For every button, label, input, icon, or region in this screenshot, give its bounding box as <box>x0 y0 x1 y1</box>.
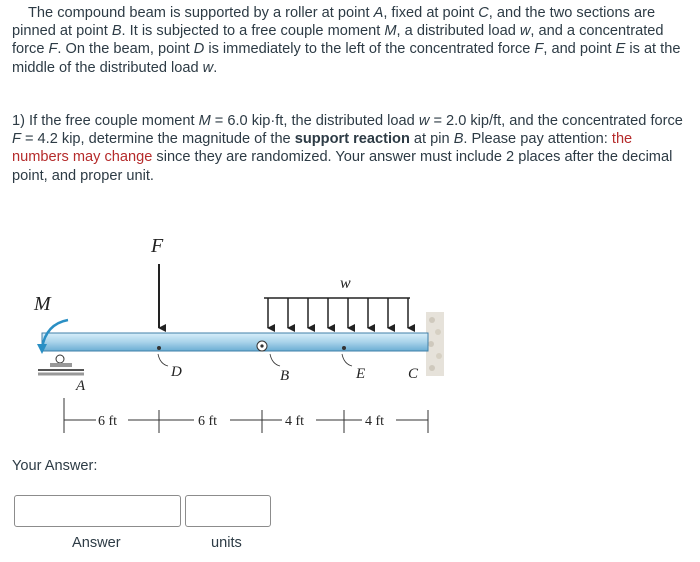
label-M: M <box>34 293 51 315</box>
pin-B <box>257 341 267 351</box>
leader-D <box>158 354 168 366</box>
warning-text: the numbers may change <box>12 131 633 166</box>
text: is at the middle of the distributed load <box>12 41 681 76</box>
problem-statement <box>12 4 688 77</box>
text: , a distributed load <box>396 23 520 40</box>
beam <box>42 333 428 351</box>
fixed-wall <box>426 312 444 376</box>
dim-label: 6 ft <box>98 414 118 429</box>
distributed-load <box>264 298 410 328</box>
units-caption: units <box>211 535 242 551</box>
dim-label: 4 ft <box>365 414 385 429</box>
text: , and a concentrated force <box>12 23 664 58</box>
text: . <box>213 59 218 76</box>
text: . It is subjected to a free couple moment <box>121 23 385 40</box>
answer-input[interactable] <box>14 495 181 527</box>
text: 1) If the free couple moment <box>12 113 199 129</box>
leader-E <box>342 354 352 366</box>
label-F: F <box>151 235 164 257</box>
text: . On the beam, point <box>57 41 194 58</box>
label-A: A <box>76 378 86 394</box>
answer-caption: Answer <box>72 535 121 551</box>
var-A: A <box>373 5 384 21</box>
point-E-marker <box>342 346 346 350</box>
var-M: M <box>384 23 397 40</box>
label-B: B <box>280 368 290 384</box>
question-statement <box>12 112 688 185</box>
var-D: D <box>193 41 205 58</box>
point-D-marker <box>157 346 161 350</box>
var-M: M <box>198 113 211 129</box>
text: = 2.0 kip/ft, and the concentrated force <box>429 113 683 129</box>
text: = 4.2 kip, determine the magnitude of the <box>20 131 295 148</box>
var-w: w <box>418 113 430 129</box>
var-B: B <box>111 23 122 40</box>
dim-label: 4 ft <box>285 414 305 429</box>
label-w: w <box>340 275 351 292</box>
text: since they are randomized. Your answer must include 2 places after the decimal point, and proper unit. <box>12 149 673 184</box>
var-C: C <box>478 5 489 21</box>
leader-B <box>270 354 280 366</box>
answer-prompt: Your Answer: <box>12 458 98 474</box>
var-B: B <box>453 131 464 148</box>
var-F: F <box>12 131 21 148</box>
var-F: F <box>48 41 58 58</box>
text: , and the two sections are pinned at point <box>12 5 656 40</box>
label-C: C <box>408 366 419 382</box>
text: , and point <box>543 41 616 58</box>
label-E: E <box>356 366 366 382</box>
text: The compound beam is supported by a roller at point <box>28 5 374 21</box>
var-F: F <box>534 41 544 58</box>
label-D: D <box>171 364 182 380</box>
beam-diagram <box>18 228 458 443</box>
text: = 6.0 kip·ft, the distributed load <box>210 113 419 129</box>
support-reaction-emphasis: support reaction <box>294 131 410 148</box>
text: , fixed at point <box>383 5 479 21</box>
text: is immediately to the left of the concentrated force <box>204 41 535 58</box>
roller-support-A <box>38 355 84 374</box>
var-E: E <box>615 41 626 58</box>
text: at pin <box>409 131 454 148</box>
var-w: w <box>519 23 531 40</box>
text: . Please pay attention: <box>463 131 612 148</box>
var-w: w <box>202 59 214 76</box>
dim-label: 6 ft <box>198 414 218 429</box>
units-input[interactable] <box>185 495 271 527</box>
